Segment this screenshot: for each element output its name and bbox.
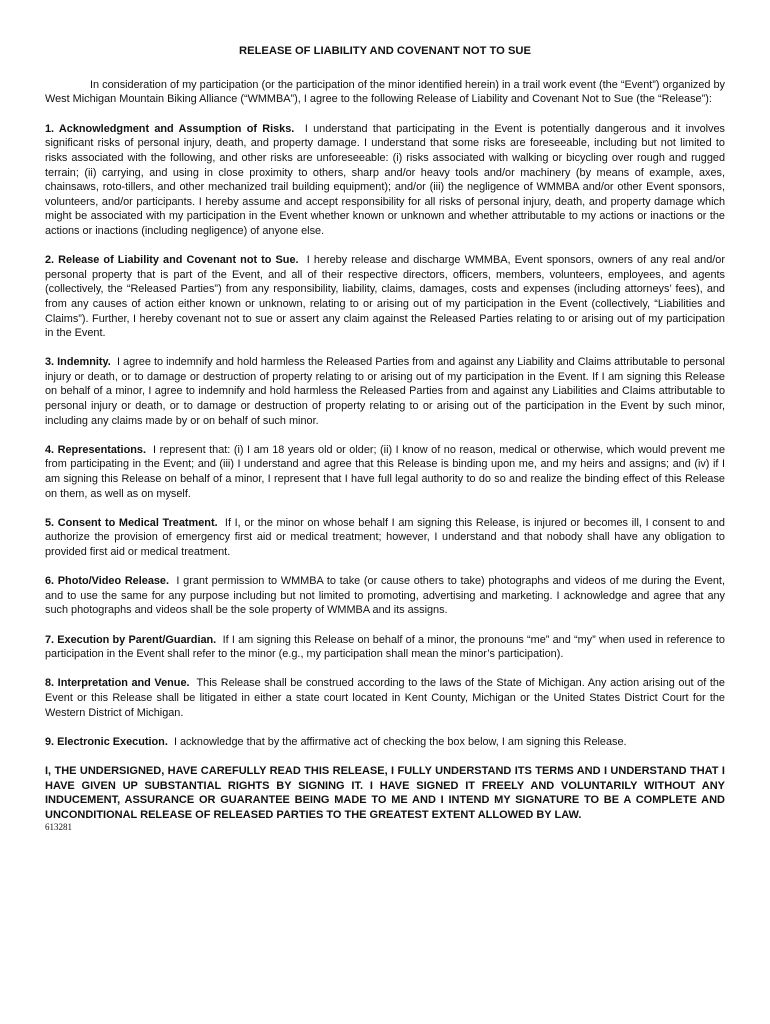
section-parent-guardian <box>45 633 725 662</box>
section-photo-video-release <box>45 574 725 618</box>
section-body: I grant permission to WMMBA to take (or cause others to take) photographs and videos of me during the Event, and to use the same for any purpose including but not limited to promoting, advertising and marketing. I acknowledge and agree that any such photographs and videos shall be the sole property of WMMBA and its assigns. <box>45 575 725 617</box>
section-body: I represent that: (i) I am 18 years old or older; (ii) I know of no reason, medical or otherwise, which would prevent me from participating in the Event; and (iii) I understand and agree that this Release is binding upon me, and my heirs and assigns; and (iv) if I am signing this Release on behalf of a minor, I represent that I have full legal authority to do so and realize the binding effect of this Release on them, as well as on myself. <box>45 443 726 500</box>
section-heading: 9. Electronic Execution. <box>45 735 168 748</box>
document-page <box>45 44 725 833</box>
closing-statement: I, THE UNDERSIGNED, HAVE CAREFULLY READ THIS RELEASE, I FULLY UNDERSTAND ITS TERMS AND I UNDERSTAND THAT I HAVE GIVEN UP SUBSTANTIAL RIGHTS BY SIGNING IT. I HAVE SIGNED IT FREELY AND VOLUNTARILY WITHOUT ANY INDUCEMENT, ASSURANCE OR GUARANTEE BEING MADE TO ME AND I INTEND MY SIGNATURE TO BE A COMPLETE AND UNCONDITIONAL RELEASE OF RELEASED PARTIES TO THE GREATEST EXTENT ALLOWED BY LAW. <box>45 764 725 821</box>
section-body: If I am signing this Release on behalf of a minor, the pronouns “me” and “my” when used in reference to participation in the Event shall refer to the minor (e.g., my participation shall mean the minor’s participation). <box>45 633 725 661</box>
section-heading: 6. Photo/Video Release. <box>45 575 170 588</box>
section-heading: 2. Release of Liability and Covenant not to Sue. <box>45 254 299 267</box>
section-release-of-liability <box>45 253 725 341</box>
section-heading: 4. Representations. <box>45 443 146 456</box>
section-body: If I, or the minor on whose behalf I am signing this Release, is injured or becomes ill, I consent to and authorize the provision of emergency first aid or medical treatment; however, I understand and that nobody shall have any obligation to provided first aid or medical treatment. <box>45 516 725 558</box>
section-body: I agree to indemnify and hold harmless the Released Parties from and against any Liability and Claims attributable to personal injury or death, or to damage or destruction of property relating to or arising out of my participation in the Event. If I am signing this Release on behalf of a minor, I agree to indemnify and hold harmless the Released Parties from and against any Liabilities and Claims attributable to personal injury or death, or to damage or destruction of property relating to or arising out of the participation in the Event by such minor, including any claims made by or on behalf of such minor. <box>45 356 725 427</box>
section-heading: 1. Acknowledgment and Assumption of Risks. <box>45 122 295 135</box>
section-heading: 5. Consent to Medical Treatment. <box>45 516 218 529</box>
section-body: I acknowledge that by the affirmative act of checking the box below, I am signing this Release. <box>173 735 627 748</box>
section-interpretation-venue <box>45 676 725 720</box>
section-medical-consent <box>45 516 725 560</box>
section-heading: 3. Indemnity. <box>45 356 111 369</box>
section-representations <box>45 443 725 501</box>
section-body: I hereby release and discharge WMMBA, Event sponsors, owners of any real and/or personal property that is part of the Event, and all of their respective directors, officers, members, volunteers, employees, and agents (collectively, the “Released Parties”) from any responsibility, liability, claims, damages, costs and expenses (including attorneys’ fees), and from any causes of action either known or unknown, relating to or arising out of my participation in the Event (collectively, “Liabilities and Claims”). Further, I hereby covenant not to sue or assert any claim against the Released Parties relating to or arising out of my participation in the Event. <box>45 254 725 340</box>
section-indemnity <box>45 355 725 428</box>
section-heading: 7. Execution by Parent/Guardian. <box>45 633 217 646</box>
section-body: I understand that participating in the Event is potentially dangerous and it involves significant risks of personal injury, death, and property damage. I understand that some risks are foreseeable, including but not limited to risks associated with the following, and other risks are unforeseeable: (i) risks associated with walking or bicycling over rough and rugged terrain; (ii) carrying, and using in close proximity to others, sharp and/or heavy tools and/or machinery (by means of example, axes, chainsaws, roto-tillers, and other mechanized trail building equipment); and/or (iii) the negligence of WMMBA and/or other Event sponsors, volunteers, and/or participants. I hereby assume and accept responsibility for all risks of personal injury, death, and property damage which might be associated with my participation in the Event whether known or unknown and whether attributable to my actions or inactions or the actions or inactions (including negligence) of anyone else. <box>45 122 725 237</box>
document-number: 613281 <box>45 822 72 833</box>
section-electronic-execution <box>45 735 725 750</box>
intro-paragraph: In consideration of my participation (or the participation of the minor identified herein) in a trail work event (the “Event”) organized by West Michigan Mountain Biking Alliance (“WMMBA”), I agree to the following Release of Liability and Covenant Not to Sue (the “Release”): <box>45 78 725 106</box>
section-body: This Release shall be construed according to the laws of the State of Michigan. Any action arising out of the Event or this Release shall be litigated in either a state court located in Kent County, Michigan or the United States District Court for the Western District of Michigan. <box>45 677 725 719</box>
section-acknowledgment <box>45 122 725 239</box>
section-heading: 8. Interpretation and Venue. <box>45 677 190 690</box>
document-title: RELEASE OF LIABILITY AND COVENANT NOT TO SUE <box>239 45 531 57</box>
